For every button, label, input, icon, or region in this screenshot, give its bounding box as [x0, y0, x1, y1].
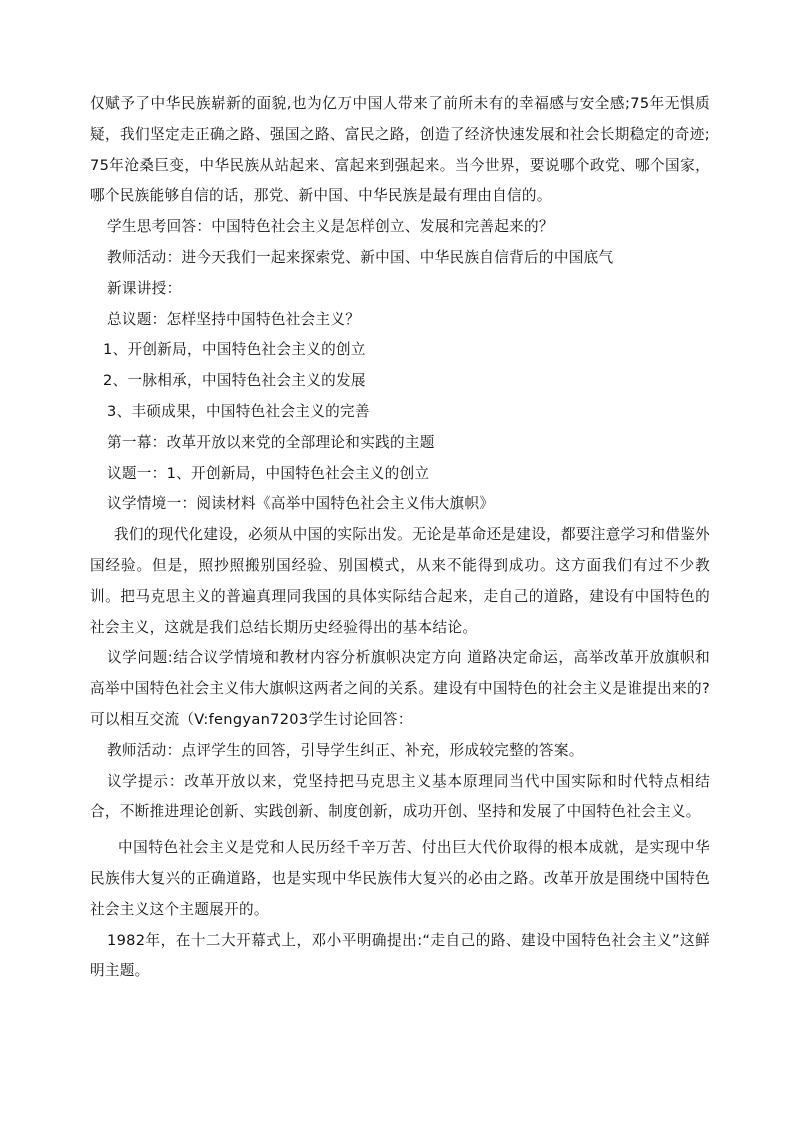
- document-body: [90, 89, 710, 987]
- paragraph-teacher-activity: 教师活动：进今天我们一起来探索党、新中国、中华民族自信背后的中国底气: [107, 248, 614, 266]
- paragraph-act-one: 第一幕：改革开放以来党的全部理论和实践的主题: [107, 433, 435, 451]
- paragraph-intro-continued: 仅赋予了中华民族崭新的面貌,也为亿万中国人带来了前所未有的幸福感与安全感;75年无惧质疑，我们坚定走正确之路、强国之路、富民之路，创造了经济快速发展和社会长期稳定的奇迹;75年沧桑巨变，中华民族从站起来、富起来到强起来。当今世界，要说哪个政党、哪个国家，哪个民族能够自信的话，那党、新中国、中华民族是最有理由自信的。: [90, 95, 710, 205]
- paragraph-new-lesson: 新课讲授：: [107, 279, 182, 297]
- paragraph-teacher-feedback: 教师活动：点评学生的回答，引导学生纠正、补充，形成较完整的答案。: [107, 741, 584, 759]
- paragraph-discussion-question: 议学问题:结合议学情境和教材内容分析旗帜决定方向 道路决定命运，高举改革开放旗帜和高举中国特色社会主义伟大旗帜这两者之间的关系。建设有中国特色的社会主义是谁提出来的?可以相互交流（V:fengyan7203学生讨论回答：: [90, 649, 710, 728]
- paragraph-topic-one: 议题一：1、开创新局，中国特色社会主义的创立: [107, 464, 430, 482]
- paragraph-reading-material: 我们的现代化建设，必须从中国的实际出发。无论是革命还是建设，都要注意学习和借鉴外国经验。但是，照抄照搬别国经验、别国模式，从来不能得到成功。这方面我们有过不少教训。把马克思主义的普遍真理同我国的具体实际结合起来，走自己的道路，建设有中国特色的社会主义，这就是我们总结长期历史经验得出的基本结论。: [90, 526, 710, 636]
- list-item-topic-1: 1、开创新局，中国特色社会主义的创立: [103, 341, 366, 359]
- list-item-topic-3: 3、丰硕成果，中国特色社会主义的完善: [107, 402, 370, 420]
- paragraph-scenario-one: 议学情境一：阅读材料《高举中国特色社会主义伟大旗帜》: [107, 495, 495, 513]
- paragraph-main-topic: 总议题：怎样坚持中国特色社会主义？: [107, 310, 361, 328]
- paragraph-1982-congress: 1982年，在十二大开幕式上，邓小平明确提出:“走自己的路、建设中国特色社会主义”这鲜明主题。: [90, 931, 710, 980]
- paragraph-discussion-hint: 议学提示：改革开放以来，党坚持把马克思主义基本原理同当代中国实际和时代特点相结合，不断推进理论创新、实践创新、制度创新，成功开创、坚持和发展了中国特色社会主义。: [90, 772, 710, 821]
- paragraph-student-question: 学生思考回答：中国特色社会主义是怎样创立、发展和完善起来的？: [107, 218, 554, 236]
- list-item-topic-2: 2、一脉相承，中国特色社会主义的发展: [103, 372, 366, 390]
- paragraph-socialism-achievement: 中国特色社会主义是党和人民历经千辛万苦、付出巨大代价取得的根本成就，是实现中华民族伟大复兴的正确道路，也是实现中华民族伟大复兴的必由之路。改革开放是围绕中国特色社会主义这个主题展开的。: [90, 839, 710, 918]
